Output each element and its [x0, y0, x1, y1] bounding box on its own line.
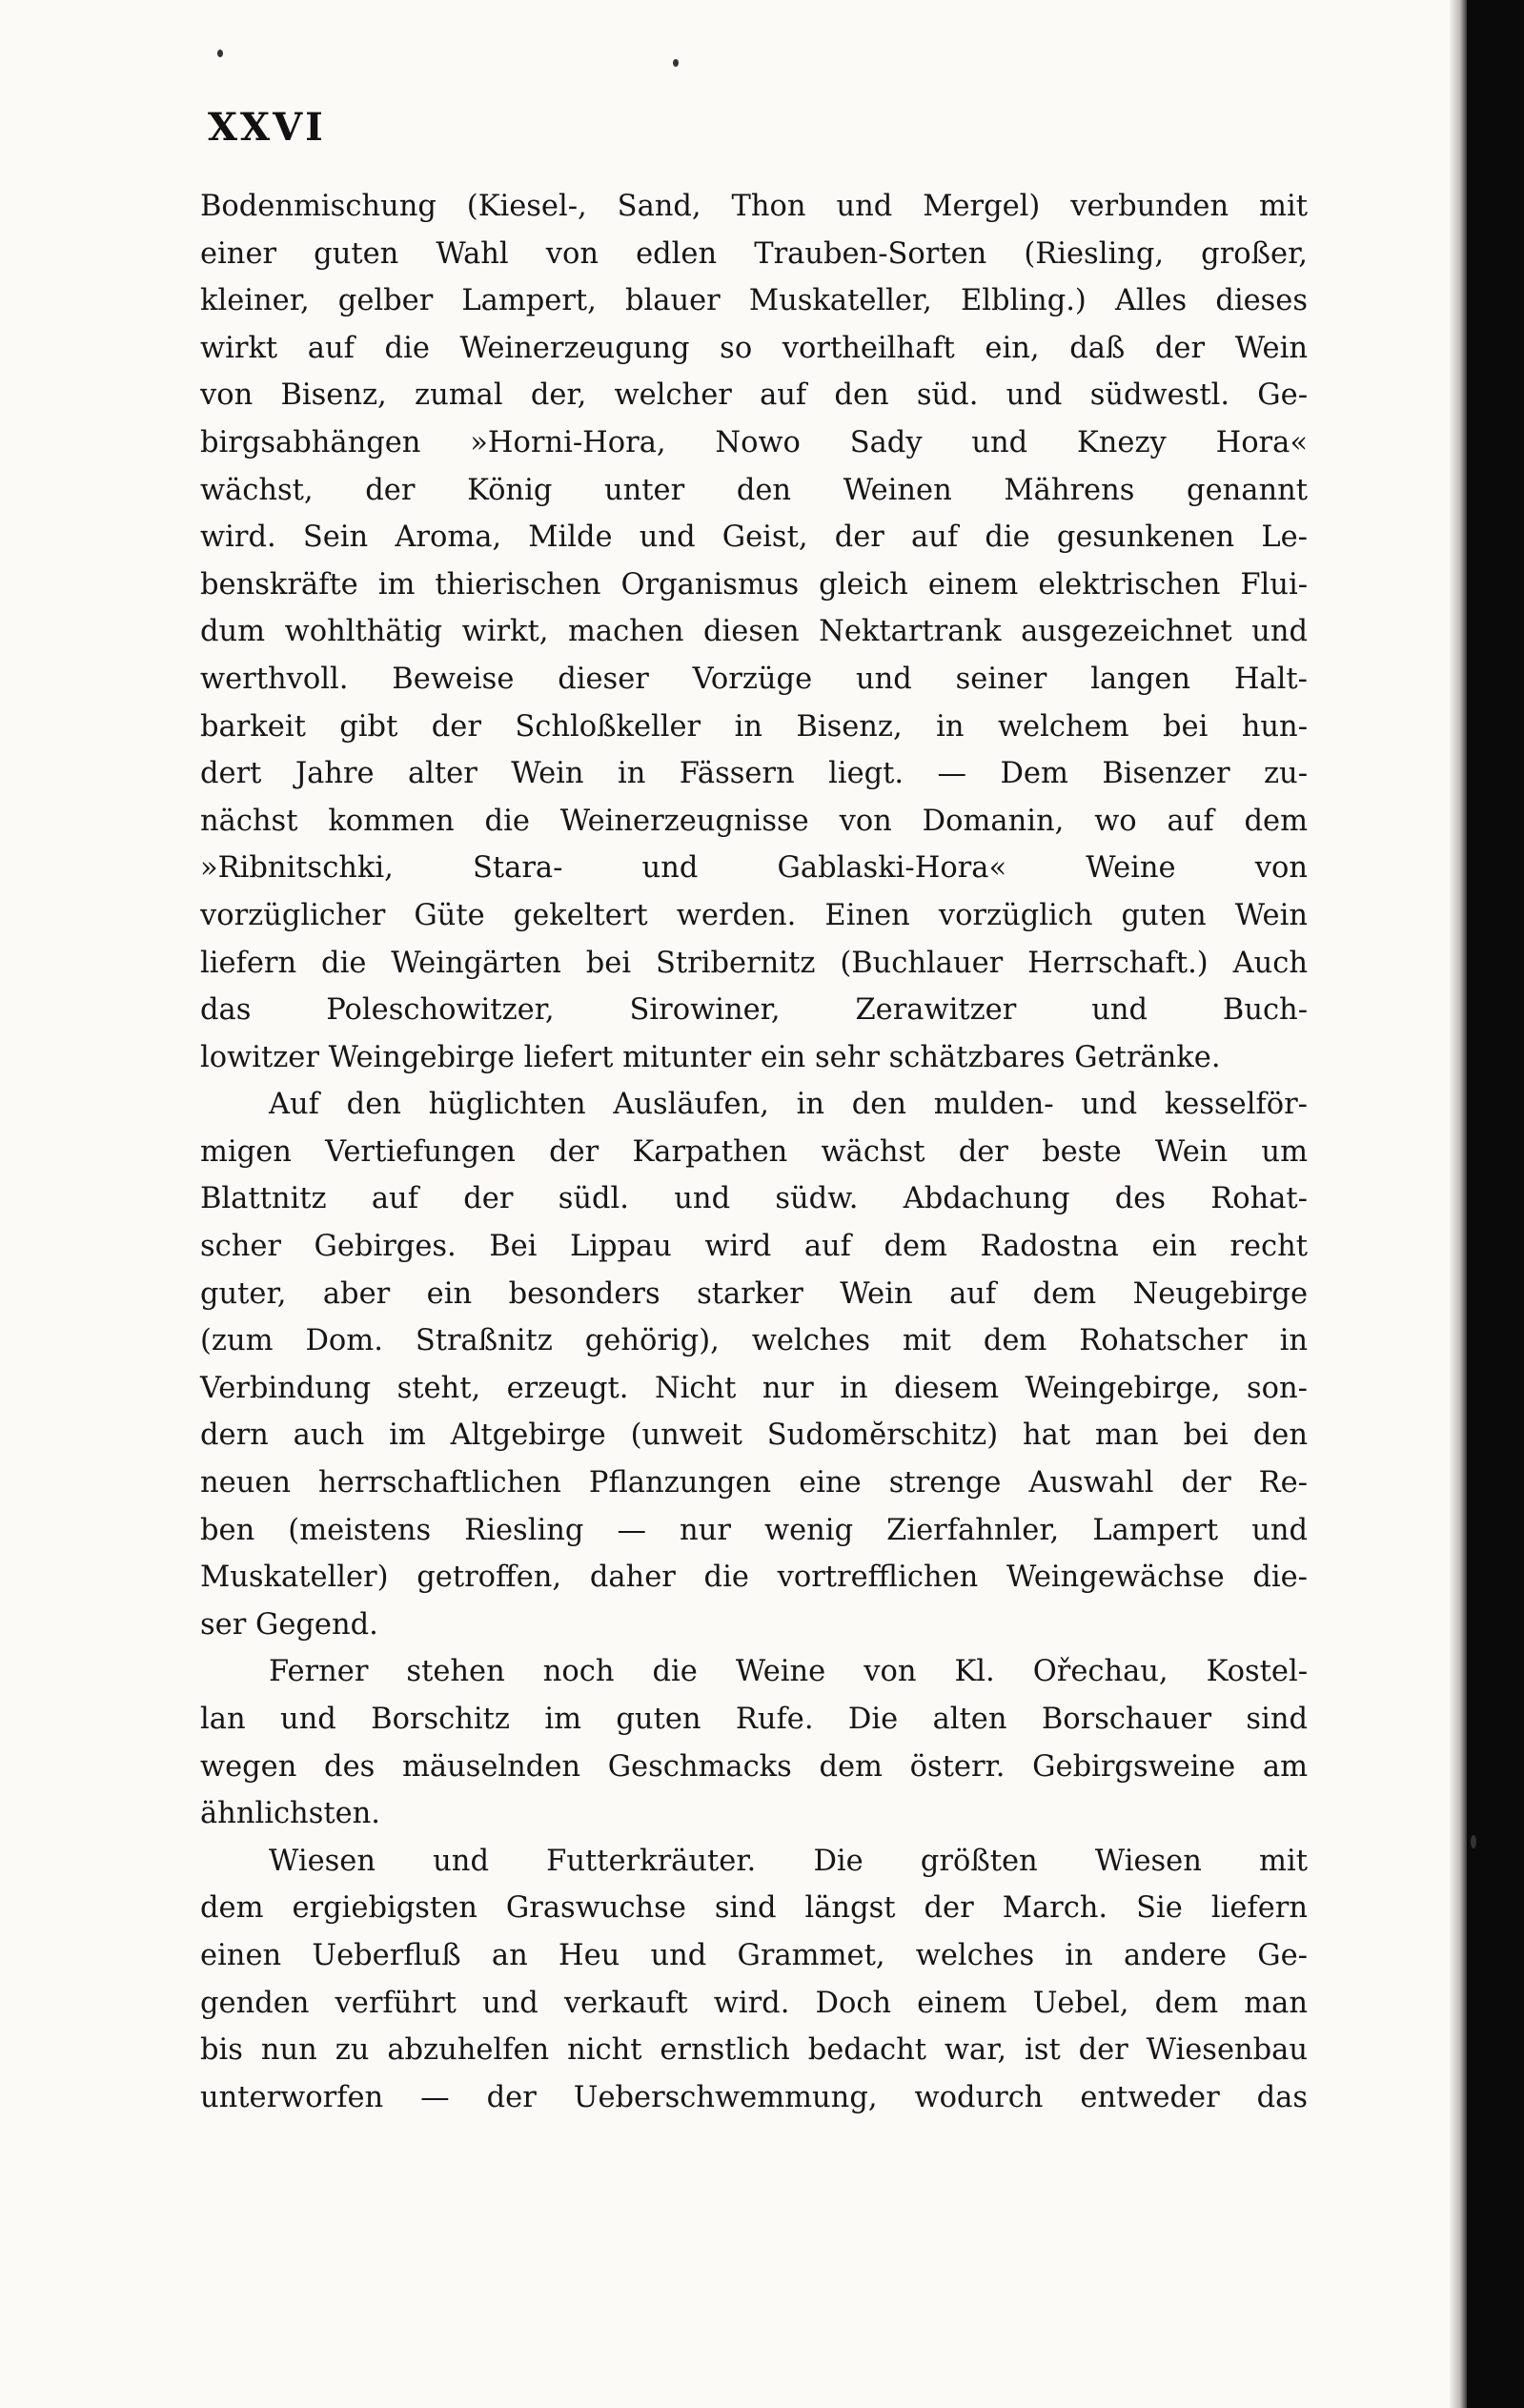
text-line: ähnlichsten. [200, 1797, 381, 1831]
text-line: ser Gegend. [200, 1607, 378, 1642]
text-line: ben (meistens Riesling — nur wenig Zierfahnler, Lampert und [200, 1513, 1308, 1547]
text-line: Muskateller) getroffen, daher die vortrefflichen Weingewächse die- [200, 1561, 1308, 1595]
text-line: vorzüglicher Güte gekeltert werden. Einen vorzüglich guten Wein [200, 898, 1308, 932]
scan-border [1467, 0, 1524, 2408]
text-line: dum wohlthätig wirkt, machen diesen Nektartrank ausgezeichnet und [200, 615, 1308, 649]
text-line: Blattnitz auf der südl. und südw. Abdachung des Rohat- [200, 1182, 1308, 1216]
text-line: einen Ueberfluß an Heu und Grammet, welches in andere Ge- [200, 1938, 1308, 1972]
page-edge-shadow [1450, 0, 1467, 2408]
body-text [200, 183, 1308, 2121]
text-line: unterworfen — der Ueberschwemmung, wodurch entweder das [200, 2080, 1308, 2114]
text-line: liefern die Weingärten bei Stribernitz (Buchlauer Herrschaft.) Auch [200, 946, 1308, 980]
text-line: werthvoll. Beweise dieser Vorzüge und seiner langen Halt- [200, 662, 1308, 696]
text-line: Ferner stehen noch die Weine von Kl. Ořechau, Kostel- [269, 1655, 1308, 1689]
text-line: von Bisenz, zumal der, welcher auf den süd. und südwestl. Ge- [200, 378, 1308, 413]
paragraph [200, 1648, 1308, 1837]
text-line: das Poleschowitzer, Sirowiner, Zerawitzer und Buch- [200, 993, 1308, 1028]
scan-speck [1471, 1835, 1476, 1848]
scan-speck [217, 50, 223, 57]
page-number: XXVI [208, 105, 326, 150]
text-line: lowitzer Weingebirge liefert mitunter ein sehr schätzbares Getränke. [200, 1040, 1221, 1074]
text-line: dert Jahre alter Wein in Fässern liegt. — Dem Bisenzer zu- [200, 757, 1308, 791]
text-line: Verbindung steht, erzeugt. Nicht nur in diesem Weingebirge, son- [200, 1371, 1308, 1405]
text-line: »Ribnitschki, Stara- und Gablaski-Hora« Weine von [200, 851, 1308, 886]
text-line: einer guten Wahl von edlen Trauben-Sorten (Riesling, großer, [200, 236, 1308, 271]
text-line: genden verführt und verkauft wird. Doch einem Uebel, dem man [200, 1986, 1308, 2020]
text-line: scher Gebirges. Bei Lippau wird auf dem Radostna ein recht [200, 1230, 1308, 1264]
text-line: barkeit gibt der Schloßkeller in Bisenz, in welchem bei hun- [200, 709, 1308, 744]
text-line: neuen herrschaftlichen Pflanzungen eine strenge Auswahl der Re- [200, 1466, 1308, 1500]
text-line: wegen des mäuselnden Geschmacks dem österr. Gebirgsweine am [200, 1749, 1308, 1784]
text-line: Wiesen und Futterkräuter. Die größten Wiesen mit [269, 1844, 1308, 1878]
text-line: (zum Dom. Straßnitz gehörig), welches mit dem Rohatscher in [200, 1324, 1308, 1358]
text-line: wächst, der König unter den Weinen Mährens genannt [200, 473, 1308, 507]
text-line: wirkt auf die Weinerzeugung so vortheilhaft ein, daß der Wein [200, 331, 1308, 365]
scan-speck [673, 59, 679, 67]
text-line: Auf den hüglichten Ausläufen, in den mulden- und kesselför- [269, 1088, 1308, 1122]
text-line: guter, aber ein besonders starker Wein auf dem Neugebirge [200, 1276, 1308, 1311]
text-line: kleiner, gelber Lampert, blauer Muskateller, Elbling.) Alles dieses [200, 284, 1308, 318]
text-line: wird. Sein Aroma, Milde und Geist, der auf die gesunkenen Le- [200, 520, 1308, 555]
paragraph [200, 1838, 1308, 2122]
text-line: Bodenmischung (Kiesel-, Sand, Thon und Mergel) verbunden mit [200, 190, 1308, 223]
text-line: migen Vertiefungen der Karpathen wächst der beste Wein um [200, 1134, 1308, 1169]
text-line: nächst kommen die Weinerzeugnisse von Domanin, wo auf dem [200, 804, 1308, 838]
paragraph [200, 1081, 1308, 1648]
text-line: benskräfte im thierischen Organismus gleich einem elektrischen Flui- [200, 567, 1308, 602]
paragraph [200, 183, 1308, 1081]
text-line: birgsabhängen »Horni-Hora, Nowo Sady und Knezy Hora« [200, 425, 1308, 459]
text-line: dern auch im Altgebirge (unweit Sudomĕrschitz) hat man bei den [200, 1418, 1308, 1453]
text-line: lan und Borschitz im guten Rufe. Die alten Borschauer sind [200, 1703, 1308, 1736]
text-line: dem ergiebigsten Graswuchse sind längst der March. Sie liefern [200, 1891, 1308, 1926]
text-line: bis nun zu abzuhelfen nicht ernstlich bedacht war, ist der Wiesenbau [200, 2033, 1308, 2068]
